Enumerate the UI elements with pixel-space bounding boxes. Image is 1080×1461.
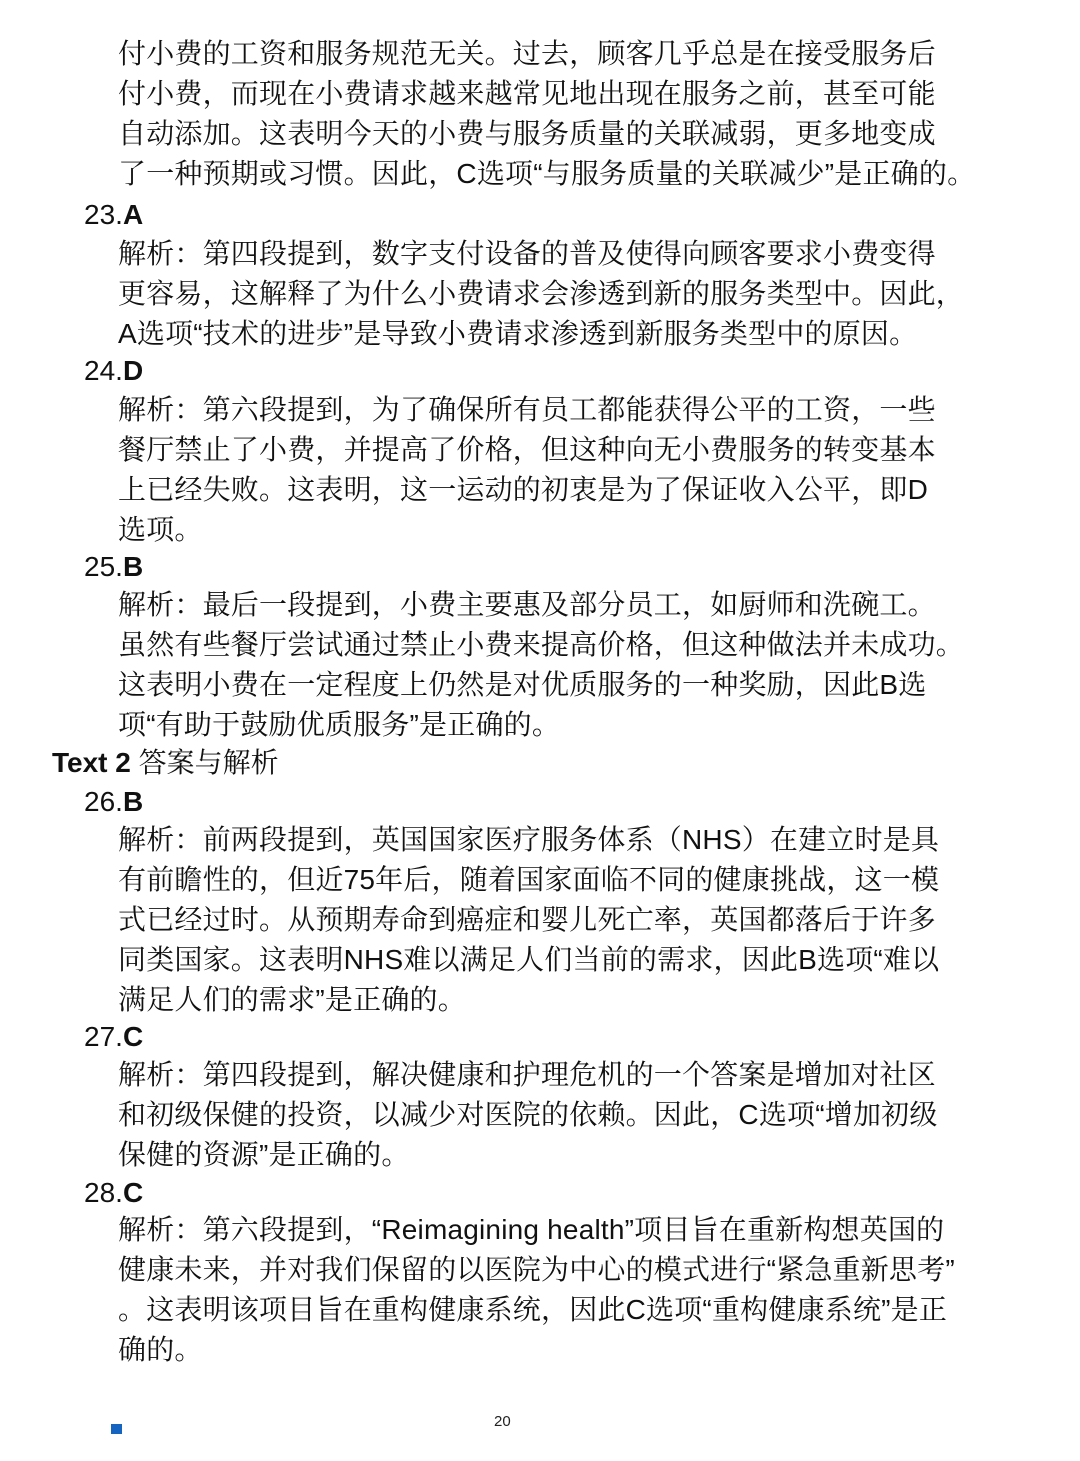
text-line: 上已经失败。这表明，这一运动的初衷是为了保证收入公平，即D <box>118 474 929 505</box>
text-line: 保健的资源”是正确的。 <box>118 1139 410 1170</box>
text-line: 付小费，而现在小费请求越来越常见地出现在服务之前，甚至可能 <box>118 78 936 109</box>
question-23-explanation <box>118 234 1058 354</box>
question-28-heading <box>84 1173 143 1213</box>
text-line: 解析：最后一段提到，小费主要惠及部分员工，如厨师和洗碗工。 <box>118 589 936 620</box>
question-28-explanation <box>118 1210 1058 1370</box>
page-number: 20 <box>494 1413 511 1430</box>
question-27-explanation <box>118 1055 1058 1175</box>
text-line: 解析：第六段提到，“Reimagining health”项目旨在重新构想英国的 <box>118 1214 945 1245</box>
text-line: 解析：第六段提到，为了确保所有员工都能获得公平的工资，一些 <box>118 394 936 425</box>
question-number: 25. <box>84 551 123 582</box>
question-25-explanation <box>118 585 1058 745</box>
question-25-heading <box>84 547 143 587</box>
text-line: 餐厅禁止了小费，并提高了价格，但这种向无小费服务的转变基本 <box>118 434 936 465</box>
section-title <box>52 743 279 783</box>
question-number: 26. <box>84 786 123 817</box>
text-line: A选项“技术的进步”是导致小费请求渗透到新服务类型中的原因。 <box>118 318 918 349</box>
continuation-paragraph <box>118 34 1058 194</box>
question-answer: A <box>122 199 144 230</box>
text-line: 付小费的工资和服务规范无关。过去，顾客几乎总是在接受服务后 <box>118 38 936 69</box>
text-line: 式已经过时。从预期寿命到癌症和婴儿死亡率，英国都落后于许多 <box>118 904 936 935</box>
question-27-heading <box>84 1017 143 1057</box>
text-line: 满足人们的需求”是正确的。 <box>118 984 466 1015</box>
text-line: 和初级保健的投资，以减少对医院的依赖。因此，C选项“增加初级 <box>118 1099 938 1130</box>
text-line: 同类国家。这表明NHS难以满足人们当前的需求，因此B选项“难以 <box>118 944 940 975</box>
question-answer: B <box>122 786 144 817</box>
text-line: 确的。 <box>118 1334 203 1365</box>
question-number: 24. <box>84 355 123 386</box>
text-line: 自动添加。这表明今天的小费与服务质量的关联减弱，更多地变成 <box>118 118 936 149</box>
section-title-cn: 答案与解析 <box>130 747 279 778</box>
text-line: 解析：第四段提到，数字支付设备的普及使得向顾客要求小费变得 <box>118 238 936 269</box>
question-answer: B <box>122 551 144 582</box>
question-23-heading <box>84 195 143 235</box>
question-26-heading <box>84 782 143 822</box>
text-line: 虽然有些餐厅尝试通过禁止小费来提高价格，但这种做法并未成功。 <box>118 629 965 660</box>
question-answer: D <box>122 355 144 386</box>
text-line: 更容易，这解释了为什么小费请求会渗透到新的服务类型中。因此， <box>118 278 965 309</box>
section-title-en: Text 2 <box>52 747 131 778</box>
question-26-explanation <box>118 820 1058 1020</box>
question-number: 23. <box>84 199 123 230</box>
question-answer: C <box>122 1177 144 1208</box>
footer-square-icon <box>111 1424 122 1434</box>
question-24-explanation <box>118 390 1058 550</box>
question-24-heading <box>84 351 143 391</box>
text-line: 项“有助于鼓励优质服务”是正确的。 <box>118 709 561 740</box>
text-line: 。这表明该项目旨在重构健康系统，因此C选项“重构健康系统”是正 <box>118 1294 948 1325</box>
text-line: 健康未来，并对我们保留的以医院为中心的模式进行“紧急重新思考” <box>118 1254 955 1285</box>
question-number: 28. <box>84 1177 123 1208</box>
text-line: 了一种预期或习惯。因此，C选项“与服务质量的关联减少”是正确的。 <box>118 158 976 189</box>
text-line: 有前瞻性的，但近75年后，随着国家面临不同的健康挑战，这一模 <box>118 864 940 895</box>
text-line: 解析：前两段提到，英国国家医疗服务体系（NHS）在建立时是具 <box>118 824 940 855</box>
question-answer: C <box>122 1021 144 1052</box>
question-number: 27. <box>84 1021 123 1052</box>
text-line: 解析：第四段提到，解决健康和护理危机的一个答案是增加对社区 <box>118 1059 936 1090</box>
text-line: 选项。 <box>118 514 203 545</box>
text-line: 这表明小费在一定程度上仍然是对优质服务的一种奖励，因此B选 <box>118 669 927 700</box>
